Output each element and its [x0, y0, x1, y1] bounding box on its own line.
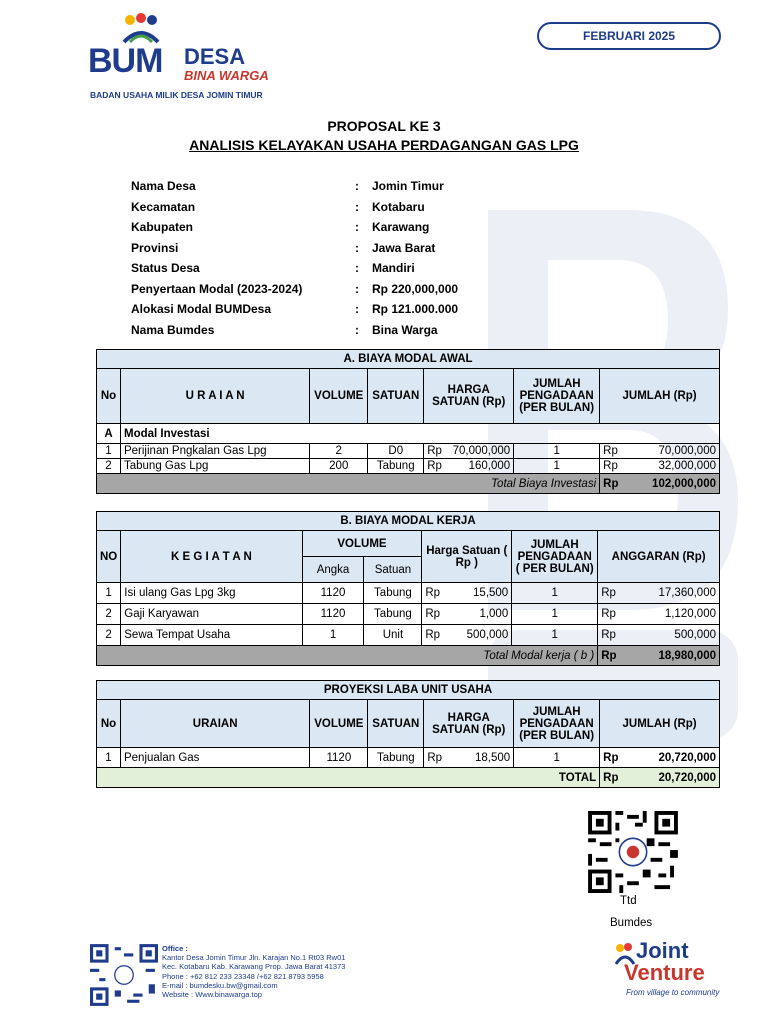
info-colon: :: [355, 322, 359, 337]
emblem-icon: [116, 12, 166, 44]
row-anggaran: [598, 583, 720, 604]
col-satuan: SATUAN: [368, 700, 424, 748]
table-row: [97, 444, 720, 459]
table-proyeksi-laba: [96, 680, 720, 788]
total-value: [598, 646, 720, 666]
row-jumlah: [600, 444, 720, 459]
rp-label: Rp: [601, 649, 617, 662]
total-amount: 20,720,000: [658, 771, 716, 784]
col-anggaran: ANGGARAN (Rp): [598, 531, 720, 583]
anggaran-value: 17,360,000: [658, 587, 716, 599]
rp-label: Rp: [425, 587, 441, 599]
info-row: [131, 258, 551, 279]
row-pengadaan: 1: [514, 459, 600, 474]
table-row: [97, 583, 720, 604]
col-jumlah-pengadaan: JUMLAH PENGADAAN (PER BULAN): [514, 369, 600, 424]
info-colon: :: [355, 302, 359, 317]
month-badge: FEBRUARI 2025: [537, 22, 721, 50]
table-row: [97, 625, 720, 646]
rp-label: Rp: [425, 608, 441, 620]
col-no: No: [97, 369, 121, 424]
row-satuan: D0: [368, 444, 424, 459]
office-phone: Phone : +62 812 233 23348 /+62 821 8793 5958: [162, 971, 324, 981]
row-no: 1: [97, 748, 121, 768]
col-satuan: SATUAN: [368, 369, 424, 424]
info-row: [131, 176, 551, 197]
row-jumlah: [600, 748, 720, 768]
info-value: Bina Warga: [372, 322, 438, 337]
col-volume: VOLUME: [302, 531, 422, 557]
signature-qr-code: [587, 811, 679, 893]
info-row: [131, 197, 551, 218]
row-anggaran: [598, 625, 720, 646]
section-no: A: [97, 424, 121, 444]
total-value: [600, 474, 720, 494]
logo-desa: DESA: [184, 44, 246, 69]
total-label: Total Modal kerja ( b ): [97, 646, 598, 666]
info-label: Penyertaan Modal (2023-2024): [131, 281, 303, 296]
section-label: Modal Investasi: [120, 424, 719, 444]
row-volume: 1120: [310, 748, 368, 768]
info-value: Rp 121.000.000: [372, 302, 459, 317]
row-angka: 1: [302, 625, 364, 646]
info-value: Karawang: [372, 220, 430, 235]
jumlah-value: 70,000,000: [658, 445, 716, 457]
rp-label: Rp: [603, 477, 619, 490]
anggaran-value: 1,120,000: [664, 608, 716, 620]
row-anggaran: [598, 604, 720, 625]
row-no: 1: [97, 583, 121, 604]
proposal-title: PROPOSAL KE 3: [327, 118, 441, 134]
col-uraian: U R A I A N: [120, 369, 309, 424]
rp-label: Rp: [427, 460, 442, 472]
col-uraian: URAIAN: [120, 700, 309, 748]
rp-label: Rp: [425, 629, 441, 641]
info-colon: :: [355, 281, 359, 296]
jumlah-value: 32,000,000: [658, 460, 716, 472]
row-angka: 1120: [302, 604, 364, 625]
jumlah-value: 20,720,000: [658, 751, 716, 764]
table-biaya-modal-kerja: [96, 511, 720, 666]
info-label: Provinsi: [131, 240, 179, 255]
col-jumlah: JUMLAH (Rp): [600, 369, 720, 424]
info-block: [131, 176, 551, 340]
table-biaya-modal-awal: [96, 349, 720, 494]
row-satuan: Tabung: [368, 459, 424, 474]
info-colon: :: [355, 179, 359, 194]
joint-venture-logo: [614, 938, 730, 1000]
info-colon: :: [355, 199, 359, 214]
row-pengadaan: 1: [512, 625, 598, 646]
total-value: [600, 768, 720, 788]
jv-venture-text: Venture: [624, 960, 705, 985]
analysis-title: ANALISIS KELAYAKAN USAHA PERDAGANGAN GAS LPG: [189, 137, 579, 153]
harga-value: 15,500: [473, 587, 509, 599]
jv-joint-text: Joint: [636, 938, 689, 963]
total-amount: 102,000,000: [652, 477, 716, 490]
row-volume: 2: [310, 444, 368, 459]
ttd-label: Ttd: [620, 895, 637, 907]
row-uraian: Penjualan Gas: [120, 748, 309, 768]
col-satuan: Satuan: [364, 557, 422, 583]
row-pengadaan: 1: [514, 748, 600, 768]
col-no: NO: [97, 531, 121, 583]
row-harga: [424, 748, 514, 768]
col-harga: HARGA SATUAN (Rp): [424, 369, 514, 424]
info-row: [131, 299, 551, 320]
row-harga: [424, 459, 514, 474]
office-website: Website : Www.binawarga.top: [162, 990, 262, 1000]
col-kegiatan: K E G I A T A N: [121, 531, 302, 583]
row-kegiatan: Sewa Tempat Usaha: [121, 625, 302, 646]
rp-label: Rp: [603, 771, 619, 784]
anggaran-value: 500,000: [674, 629, 716, 641]
row-satuan: Tabung: [364, 583, 422, 604]
col-no: No: [97, 700, 121, 748]
row-pengadaan: 1: [512, 583, 598, 604]
row-satuan: Unit: [364, 625, 422, 646]
info-label: Kecamatan: [131, 199, 196, 214]
info-label: Alokasi Modal BUMDesa: [131, 302, 272, 317]
row-uraian: Tabung Gas Lpg: [120, 459, 309, 474]
col-harga: Harga Satuan ( Rp ): [422, 531, 512, 583]
harga-value: 1,000: [479, 608, 509, 620]
harga-value: 500,000: [466, 629, 509, 641]
row-satuan: Tabung: [364, 604, 422, 625]
row-pengadaan: 1: [512, 604, 598, 625]
row-kegiatan: Gaji Karyawan: [121, 604, 302, 625]
col-volume: VOLUME: [310, 369, 368, 424]
harga-value: 18,500: [474, 751, 511, 764]
row-no: 1: [97, 444, 121, 459]
info-colon: :: [355, 261, 359, 276]
row-no: 2: [97, 459, 121, 474]
rp-label: Rp: [427, 751, 443, 764]
total-label: Total Biaya Investasi: [97, 474, 600, 494]
signature-name: Bumdes: [610, 917, 653, 929]
logo-bina-warga: BINA WARGA: [184, 68, 269, 83]
col-jumlah-pengadaan: JUMLAH PENGADAAN (PER BULAN): [514, 700, 600, 748]
col-jumlah-pengadaan: JUMLAH PENGADAAN ( PER BULAN): [512, 531, 598, 583]
info-label: Status Desa: [131, 261, 200, 276]
row-no: 2: [97, 625, 121, 646]
table-c-band: PROYEKSI LABA UNIT USAHA: [97, 681, 720, 700]
logo-bum: BUM: [88, 42, 163, 80]
table-b-band: B. BIAYA MODAL KERJA: [97, 512, 720, 531]
info-label: Nama Bumdes: [131, 322, 215, 337]
col-harga: HARGA SATUAN (Rp): [424, 700, 514, 748]
info-row: [131, 320, 551, 341]
row-angka: 1120: [302, 583, 364, 604]
jv-tagline: From village to community: [626, 988, 720, 997]
row-volume: 200: [310, 459, 368, 474]
info-value: Mandiri: [372, 261, 415, 276]
row-jumlah: [600, 459, 720, 474]
row-harga: [422, 604, 512, 625]
office-info: [162, 944, 345, 999]
row-uraian: Perijinan Pngkalan Gas Lpg: [120, 444, 309, 459]
row-no: 2: [97, 604, 121, 625]
row-kegiatan: Isi ulang Gas Lpg 3kg: [121, 583, 302, 604]
harga-value: 70,000,000: [452, 445, 511, 457]
table-row: [97, 604, 720, 625]
col-volume: VOLUME: [310, 700, 368, 748]
row-harga: [422, 625, 512, 646]
logo-subtitle: BADAN USAHA MILIK DESA JOMIN TIMUR: [90, 90, 263, 100]
rp-label: Rp: [601, 608, 616, 620]
info-colon: :: [355, 220, 359, 235]
rp-label: Rp: [603, 460, 618, 472]
row-satuan: Tabung: [368, 748, 424, 768]
row-harga: [424, 444, 514, 459]
info-value: Jomin Timur: [372, 179, 444, 194]
table-row: [97, 459, 720, 474]
harga-value: 160,000: [468, 460, 511, 472]
table-a-band: A. BIAYA MODAL AWAL: [97, 350, 720, 369]
info-label: Kabupaten: [131, 220, 194, 235]
total-amount: 18,980,000: [658, 649, 716, 662]
office-email: E-mail : bumdesku.bw@gmail.com: [162, 980, 278, 990]
rp-label: Rp: [603, 445, 618, 457]
table-row: [97, 748, 720, 768]
office-address-line: Kantor Desa Jomin Timur Jln. Karajan No.1 Rt03 Rw01: [162, 953, 346, 963]
bumdesa-logo: [88, 12, 278, 100]
rp-label: Rp: [427, 445, 442, 457]
info-value: Rp 220,000,000: [372, 281, 459, 296]
info-label: Nama Desa: [131, 179, 196, 194]
office-address-line: Kec. Kotabaru Kab. Karawang Prop. Jawa Barat 41373: [162, 962, 346, 972]
office-label: Office :: [162, 944, 188, 953]
info-row: [131, 217, 551, 238]
rp-label: Rp: [603, 751, 619, 764]
info-row: [131, 279, 551, 300]
footer-qr-code: [90, 944, 158, 1006]
info-value: Jawa Barat: [372, 240, 436, 255]
row-pengadaan: 1: [514, 444, 600, 459]
rp-label: Rp: [601, 587, 616, 599]
total-label: TOTAL: [97, 768, 600, 788]
rp-label: Rp: [601, 629, 616, 641]
col-jumlah: JUMLAH (Rp): [600, 700, 720, 748]
col-angka: Angka: [302, 557, 364, 583]
info-colon: :: [355, 240, 359, 255]
info-value: Kotabaru: [372, 199, 425, 214]
row-harga: [422, 583, 512, 604]
info-row: [131, 238, 551, 259]
